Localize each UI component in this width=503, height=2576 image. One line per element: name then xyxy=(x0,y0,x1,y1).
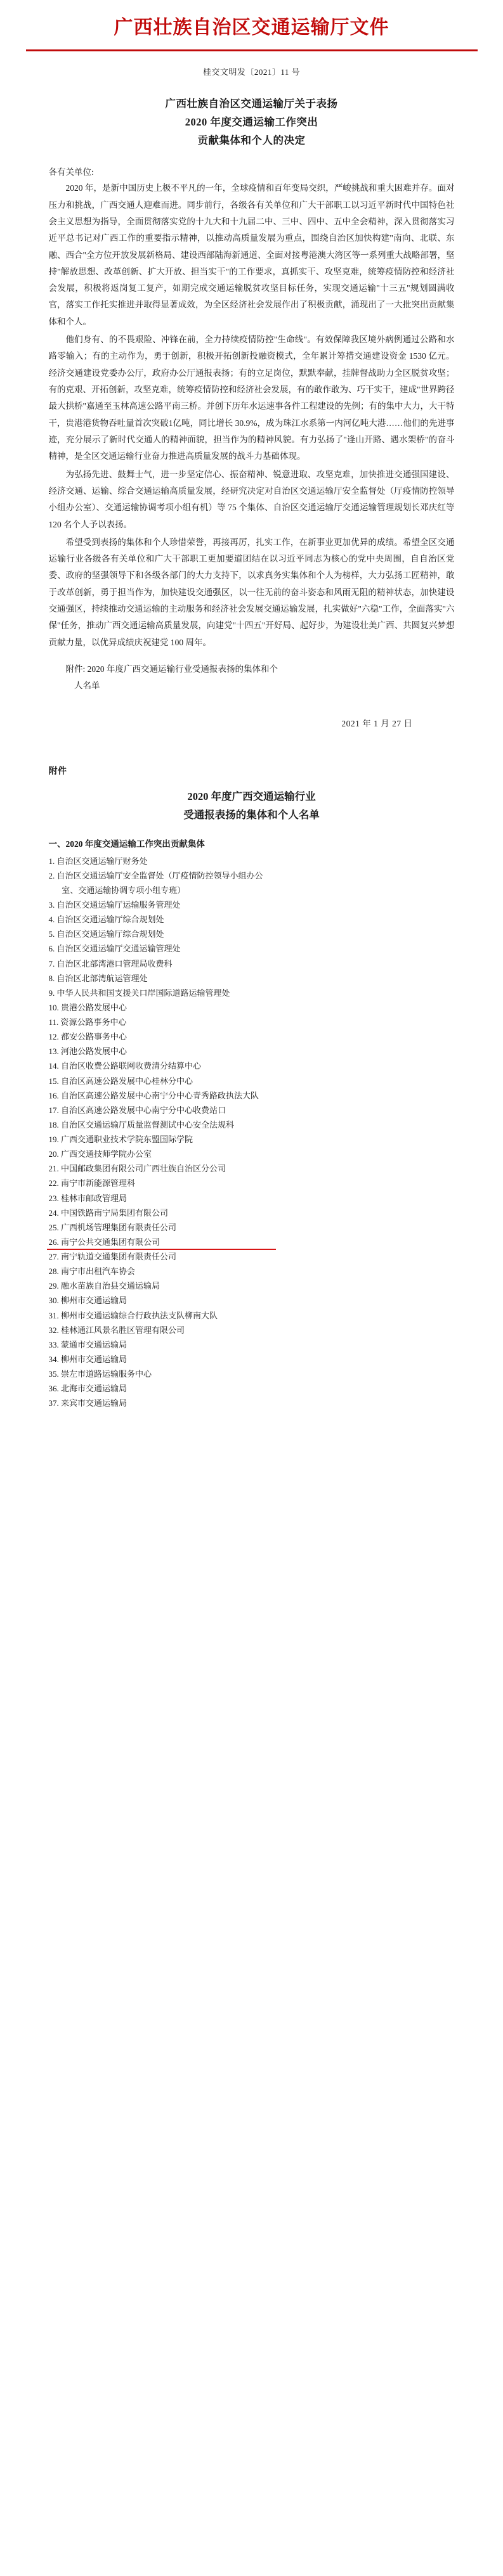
list-item: 28. 南宁市出租汽车协会 xyxy=(48,1266,136,1277)
attachment-note-continuation: 人名单 xyxy=(74,681,100,691)
salutation: 各有关单位: xyxy=(48,167,94,177)
masthead xyxy=(0,0,503,51)
list-section-heading: 一、2020 年度交通运输工作突出贡献集体 xyxy=(48,839,205,849)
honoree-list xyxy=(49,854,455,1411)
list-item: 9. 中华人民共和国支援关口岸国际道路运输管理处 xyxy=(48,988,230,998)
list-item: 16. 自治区高速公路发展中心南宁分中心青秀路政执法大队 xyxy=(48,1090,259,1100)
list-item: 35. 崇左市道路运输服务中心 xyxy=(48,1369,152,1379)
list-item: 5. 自治区交通运输厅综合规划处 xyxy=(48,929,164,939)
body-paragraph: 他们身有、的不畏艰险、冲锋在前，全力持续疫情防控"生命线"。有效保障我区境外病例通过公路和水路零输入；有的主动作为，勇于创新，积极开拓创新投融资模式，全年累计筹措交通建设资金 1530 亿元。经济交通建设党委办公厅，政府办公厅通报表扬；有的立足岗位，默默奉献，挂牌督战助力全区脱贫攻坚；有的克艰、开拓创新，攻坚克难，统筹疫情防控和经济社会发展，有的敢作敢为、巧干实干，建成"世界跨径最大拱桥"嘉通至玉林高速公路平南三桥。并创下历年水运速事各件工程建设的先例；有的集中大力，大干特干，贵港港货物吞吐量首次突破1亿吨，同比增长 30.9%，成为珠江水系第一内河亿吨大港……他们的先进事迹，充分展示了新时代交通人的精神面貌，担当作为的精神风貌。有力弘扬了"逢山开路、遇水架桥"的奋斗精神，是全区交通运输行业奋力推进高质量发展的战斗力基础体现。 xyxy=(48,335,455,461)
list-item: 32. 桂林通江风景名胜区管理有限公司 xyxy=(48,1325,185,1335)
list-item: 36. 北海市交通运输局 xyxy=(48,1384,127,1394)
document-number: 桂交文明发〔2021〕11 号 xyxy=(202,67,301,77)
list-item: 23. 桂林市邮政管理局 xyxy=(48,1193,127,1203)
attachment-note-text: 附件: 2020 年度广西交通运输行业受通报表扬的集体和个 xyxy=(65,664,278,674)
list-item: 12. 都安公路事务中心 xyxy=(48,1032,127,1042)
list-item: 17. 自治区高速公路发展中心南宁分中心收费站口 xyxy=(48,1105,226,1115)
body-paragraph: 希望受到表扬的集体和个人珍惜荣誉，再接再厉，扎实工作，在新事业更加优异的成绩。希望全区交通运输行业各级各有关单位和广大干部职工更加要道团结在以习近平同志为核心的党中央周围，自自治区党委、政府的坚强领导下和各级各部门的大力支持下，以求真务实集体和个人为榜样，大力弘扬工匠精神，敢于改革创新，勇于担当作为，加快建设交通强区，以一往无前的奋斗姿态和风雨无阻的精神状态，加快建设交通强区，持续推动交通运输的主动服务和经济社会发展交通运输发展，扎实做好"六稳"工作，全面落实"六保"任务，推动广西交通运输高质量发展，向建党"十四五"开好局、起好步，为建设壮美广西、共圆复兴梦想贡献力量，以优异成绩庆祝建党 100 周年。 xyxy=(48,537,455,647)
list-item: 10. 贵港公路发展中心 xyxy=(48,1002,127,1012)
list-item: 8. 自治区北部湾航运管理处 xyxy=(48,973,148,983)
list-item: 3. 自治区交通运输厅运输服务管理处 xyxy=(48,900,181,910)
list-item: 14. 自治区收费公路联网收费清分结算中心 xyxy=(48,1061,202,1071)
body-paragraph: 2020 年，是新中国历史上极不平凡的一年，全球疫情和百年变局交织，严峻挑战和重大困难并存。面对压力和挑战，广西交通人迎难而进。同步前行，各级各有关单位和广大干部职工以习近平新时代中国特色社会主义思想为指导，全面贯彻落实党的十九大和十九届二中、三中、四中、五中全会精神，深入贯彻落实习近平总书记对广西工作的重要指示精神，以推动高质量发展为重点，围绕自治区加快构建"南向、北联、东融、西合"全方位开放发展新格局、建设西部陆海新通道、全面对接粤港澳大湾区等一系列重大战略部署，坚持"解放思想、改革创新、扩大开放、担当实干"的工作要求，真抓实干、攻坚克难，统筹疫情防控和经济社会发展，积极将返岗复工复产，如期完成交通运输脱贫攻坚目标任务，实现交通运输"十三五"规划圆满收官，落实工作托实推进并取得显著成效，为全区经济社会发展作出了积极贡献，涌现出了一大批突出贡献集体和个人。 xyxy=(48,183,455,326)
list-item: 13. 河池公路发展中心 xyxy=(48,1046,127,1057)
body-paragraph: 为弘扬先进、鼓舞士气，进一步坚定信心、振奋精神、锐意进取、攻坚克难，加快推进交通强国建设、经济交通、运输、综合交通运输高质量发展，经研究决定对自治区交通运输厅安全监督处（厅疫情防控领导小组办公室）、交通运输协调考项小组有机）等 75 个集体、自治区交通运输厅交通运输管理规划长邓庆红等 120 名个人予以表扬。 xyxy=(48,469,455,529)
list-item: 7. 自治区北部湾港口管理局收费科 xyxy=(48,958,173,969)
list-item: 33. 蒙通市交通运输局 xyxy=(48,1339,127,1349)
document-title-line-1: 广西壮族自治区交通运输厅关于表扬 xyxy=(165,98,338,110)
list-item: 27. 南宁轨道交通集团有限责任公司 xyxy=(48,1252,177,1262)
page-bottom-spacer xyxy=(49,1410,455,1436)
list-item: 22. 南宁市新能源管理科 xyxy=(48,1178,136,1188)
attachment-note xyxy=(49,661,455,695)
document-body xyxy=(49,95,455,1436)
list-item: 24. 中国铁路南宁局集团有限公司 xyxy=(48,1208,169,1218)
list-item: 37. 来宾市交通运输局 xyxy=(48,1398,127,1408)
signature-date: 2021 年 1 月 27 日 xyxy=(341,718,413,728)
list-item: 2. 自治区交通运输厅安全监督处（厅疫情防控领导小组办公 xyxy=(48,870,263,880)
list-item: 6. 自治区交通运输厅交通运输管理处 xyxy=(48,944,181,954)
list-item: 1. 自治区交通运输厅财务处 xyxy=(48,856,148,866)
list-item: 21. 中国邮政集团有限公司广西壮族自治区分公司 xyxy=(48,1164,226,1174)
list-item: 29. 融水苗族自治县交通运输局 xyxy=(48,1281,160,1291)
list-item-highlighted: 26. 南宁公共交通集团有限公司 xyxy=(49,1235,455,1249)
masthead-title: 广西壮族自治区交通运输厅文件 xyxy=(114,17,389,38)
list-item: 15. 自治区高速公路发展中心桂林分中心 xyxy=(48,1076,193,1086)
list-item: 25. 广西机场管理集团有限责任公司 xyxy=(48,1222,177,1232)
list-item: 室、交通运输协调专项小组专班） xyxy=(62,885,186,895)
document-title xyxy=(49,95,455,150)
attachment-title-line-1: 2020 年度广西交通运输行业 xyxy=(187,790,316,802)
list-item: 20. 广西交通技师学院办公室 xyxy=(48,1149,152,1159)
list-item: 4. 自治区交通运输厅综合规划处 xyxy=(48,915,164,925)
document-title-line-3: 贡献集体和个人的决定 xyxy=(197,134,306,146)
list-item: 34. 柳州市交通运输局 xyxy=(48,1354,127,1364)
list-item: 19. 广西交通职业技术学院东盟国际学院 xyxy=(48,1135,193,1145)
list-item: 31. 柳州市交通运输综合行政执法支队柳南大队 xyxy=(48,1310,218,1320)
list-item: 11. 资源公路事务中心 xyxy=(48,1017,127,1027)
document-title-line-2: 2020 年度交通运输工作突出 xyxy=(185,115,318,128)
list-item: 18. 自治区交通运输厅质量监督测试中心安全法规科 xyxy=(48,1119,235,1130)
list-item: 30. 柳州市交通运输局 xyxy=(48,1296,127,1306)
masthead-divider xyxy=(26,49,478,51)
attachment-title xyxy=(49,787,455,825)
attachment-label: 附件 xyxy=(48,766,67,776)
attachment-title-line-2: 受通报表扬的集体和个人名单 xyxy=(183,809,320,821)
